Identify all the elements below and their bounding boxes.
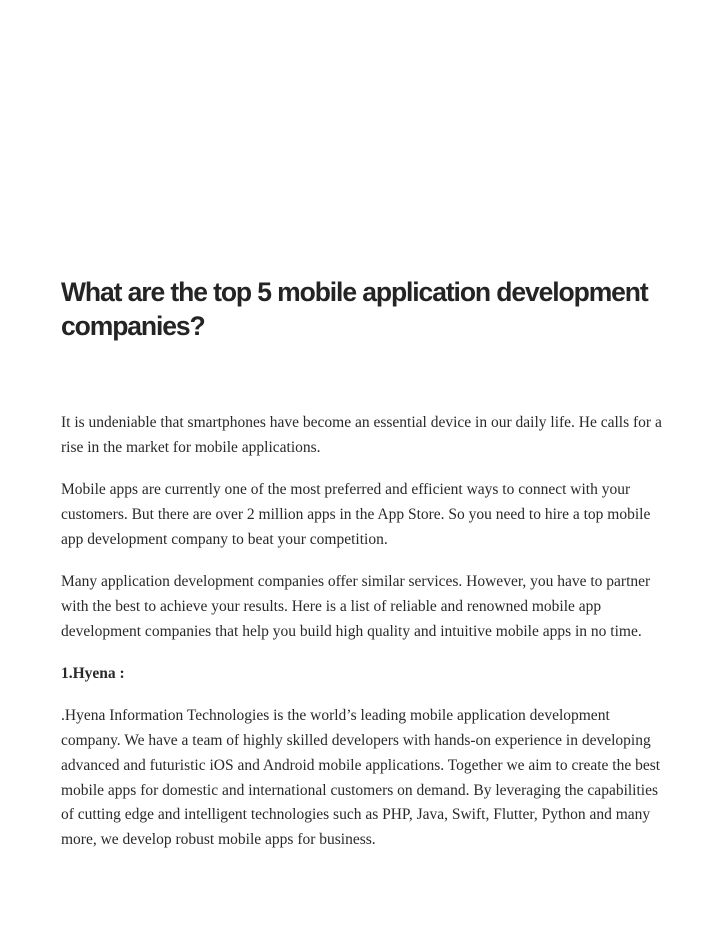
paragraph-intro: It is undeniable that smartphones have become an essential device in our daily life. He calls for a rise in the market for mobile applications. xyxy=(61,414,662,456)
article xyxy=(61,275,671,870)
article-title: What are the top 5 mobile application development companies? xyxy=(61,277,648,341)
paragraph-hyena: .Hyena Information Technologies is the world’s leading mobile application development company. We have a team of highly skilled developers with hands-on experience in developing advanced and futuristic iOS and Android mobile applications. Together we aim to create the best mobile apps for domestic and international customers on demand. By leveraging the capabilities of cutting edge and intelligent technologies such as PHP, Java, Swift, Flutter, Python and many more, we develop robust mobile apps for business. xyxy=(61,707,661,849)
paragraph-mobile-apps: Mobile apps are currently one of the most preferred and efficient ways to connect with your customers. But there are over 2 million apps in the App Store. So you need to hire a top mobile app development company to beat your competition. xyxy=(61,481,651,548)
section-heading-hyena: 1.Hyena : xyxy=(61,664,125,682)
paragraph-companies: Many application development companies offer similar services. However, you have to partner with the best to achieve your results. Here is a list of reliable and renowned mobile app development companies that help you build high quality and intuitive mobile apps in no time. xyxy=(61,572,651,640)
article-body xyxy=(61,411,671,853)
